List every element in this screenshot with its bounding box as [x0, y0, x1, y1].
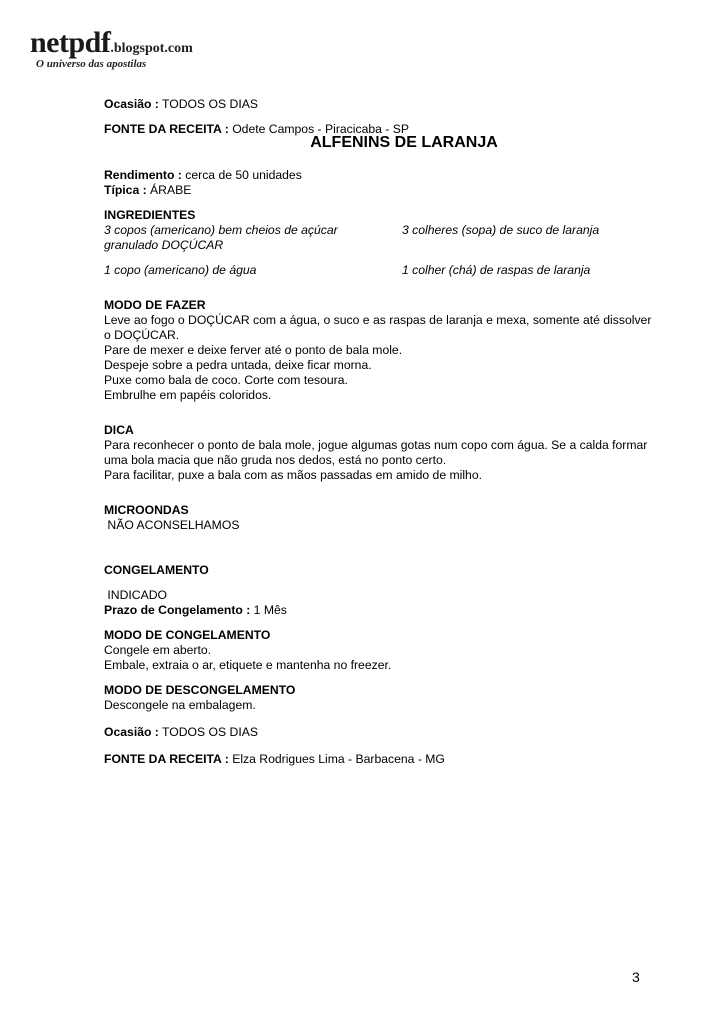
- modo-step: Leve ao fogo o DOÇÚCAR com a água, o suco e as raspas de laranja e mexa, somente até dissolver: [104, 313, 652, 327]
- logo-suffix: .blogspot.com: [110, 41, 193, 56]
- logo-net: net: [30, 26, 69, 59]
- rendimento: Rendimento : cerca de 50 unidades: [104, 168, 302, 182]
- ingredient-1: 3 copos (americano) bem cheios de açúcar: [104, 223, 338, 237]
- ingredientes-heading: INGREDIENTES: [104, 208, 196, 222]
- prev-ocasiao: Ocasião : TODOS OS DIAS: [104, 97, 258, 111]
- congelamento-heading: CONGELAMENTO: [104, 563, 209, 577]
- tipica: Típica : ÁRABE: [104, 183, 192, 197]
- modo-congelamento-heading: MODO DE CONGELAMENTO: [104, 628, 271, 642]
- modo-congelamento-line: Congele em aberto.: [104, 643, 212, 657]
- dica-line: Para facilitar, puxe a bala com as mãos passadas em amido de milho.: [104, 468, 483, 482]
- microondas-heading: MICROONDAS: [104, 503, 189, 517]
- ingredient-3: 1 copo (americano) de água: [104, 263, 257, 277]
- modo-descongelamento-line: Descongele na embalagem.: [104, 698, 256, 712]
- modo-descongelamento-heading: MODO DE DESCONGELAMENTO: [104, 683, 296, 697]
- prazo-congelamento: Prazo de Congelamento : 1 Mês: [104, 603, 287, 617]
- modo-step: Pare de mexer e deixe ferver até o ponto de bala mole.: [104, 343, 403, 357]
- dica-line: Para reconhecer o ponto de bala mole, jogue algumas gotas num copo com água. Se a calda formar: [104, 438, 648, 452]
- recipe-title: ALFENINS DE LARANJA: [310, 134, 498, 151]
- modo-heading: MODO DE FAZER: [104, 298, 206, 312]
- dica-line: uma bola macia que não gruda nos dedos, está no ponto certo.: [104, 453, 447, 467]
- modo-step: o DOÇÚCAR.: [104, 328, 180, 342]
- logo-pdf: pdf: [68, 26, 111, 59]
- congelamento-value: INDICADO: [104, 588, 167, 602]
- ingredient-row-2: [104, 263, 649, 278]
- modo-step: Despeje sobre a pedra untada, deixe ficar morna.: [104, 358, 372, 372]
- ingredient-row-1: [104, 223, 649, 253]
- dica-heading: DICA: [104, 423, 134, 437]
- ingredient-2: 3 colheres (sopa) de suco de laranja: [402, 223, 600, 237]
- ingredient-4: 1 colher (chá) de raspas de laranja: [402, 263, 591, 277]
- page-number: 3: [632, 969, 640, 985]
- logo-wordmark: [30, 28, 193, 58]
- ingredient-1-cont: granulado DOÇÚCAR: [104, 238, 224, 252]
- site-logo: [30, 28, 193, 70]
- ocasiao: Ocasião : TODOS OS DIAS: [104, 725, 258, 739]
- logo-tagline: O universo das apostilas: [36, 58, 147, 70]
- microondas-value: NÃO ACONSELHAMOS: [104, 518, 240, 532]
- modo-step: Embrulhe em papéis coloridos.: [104, 388, 272, 402]
- modo-congelamento-line: Embale, extraia o ar, etiquete e mantenha no freezer.: [104, 658, 392, 672]
- fonte-da-receita: FONTE DA RECEITA : Elza Rodrigues Lima - Barbacena - MG: [104, 752, 445, 766]
- document-body: [104, 97, 652, 767]
- prev-fonte: FONTE DA RECEITA : Odete Campos - Piracicaba - SP: [104, 122, 409, 136]
- modo-step: Puxe como bala de coco. Corte com tesoura.: [104, 373, 348, 387]
